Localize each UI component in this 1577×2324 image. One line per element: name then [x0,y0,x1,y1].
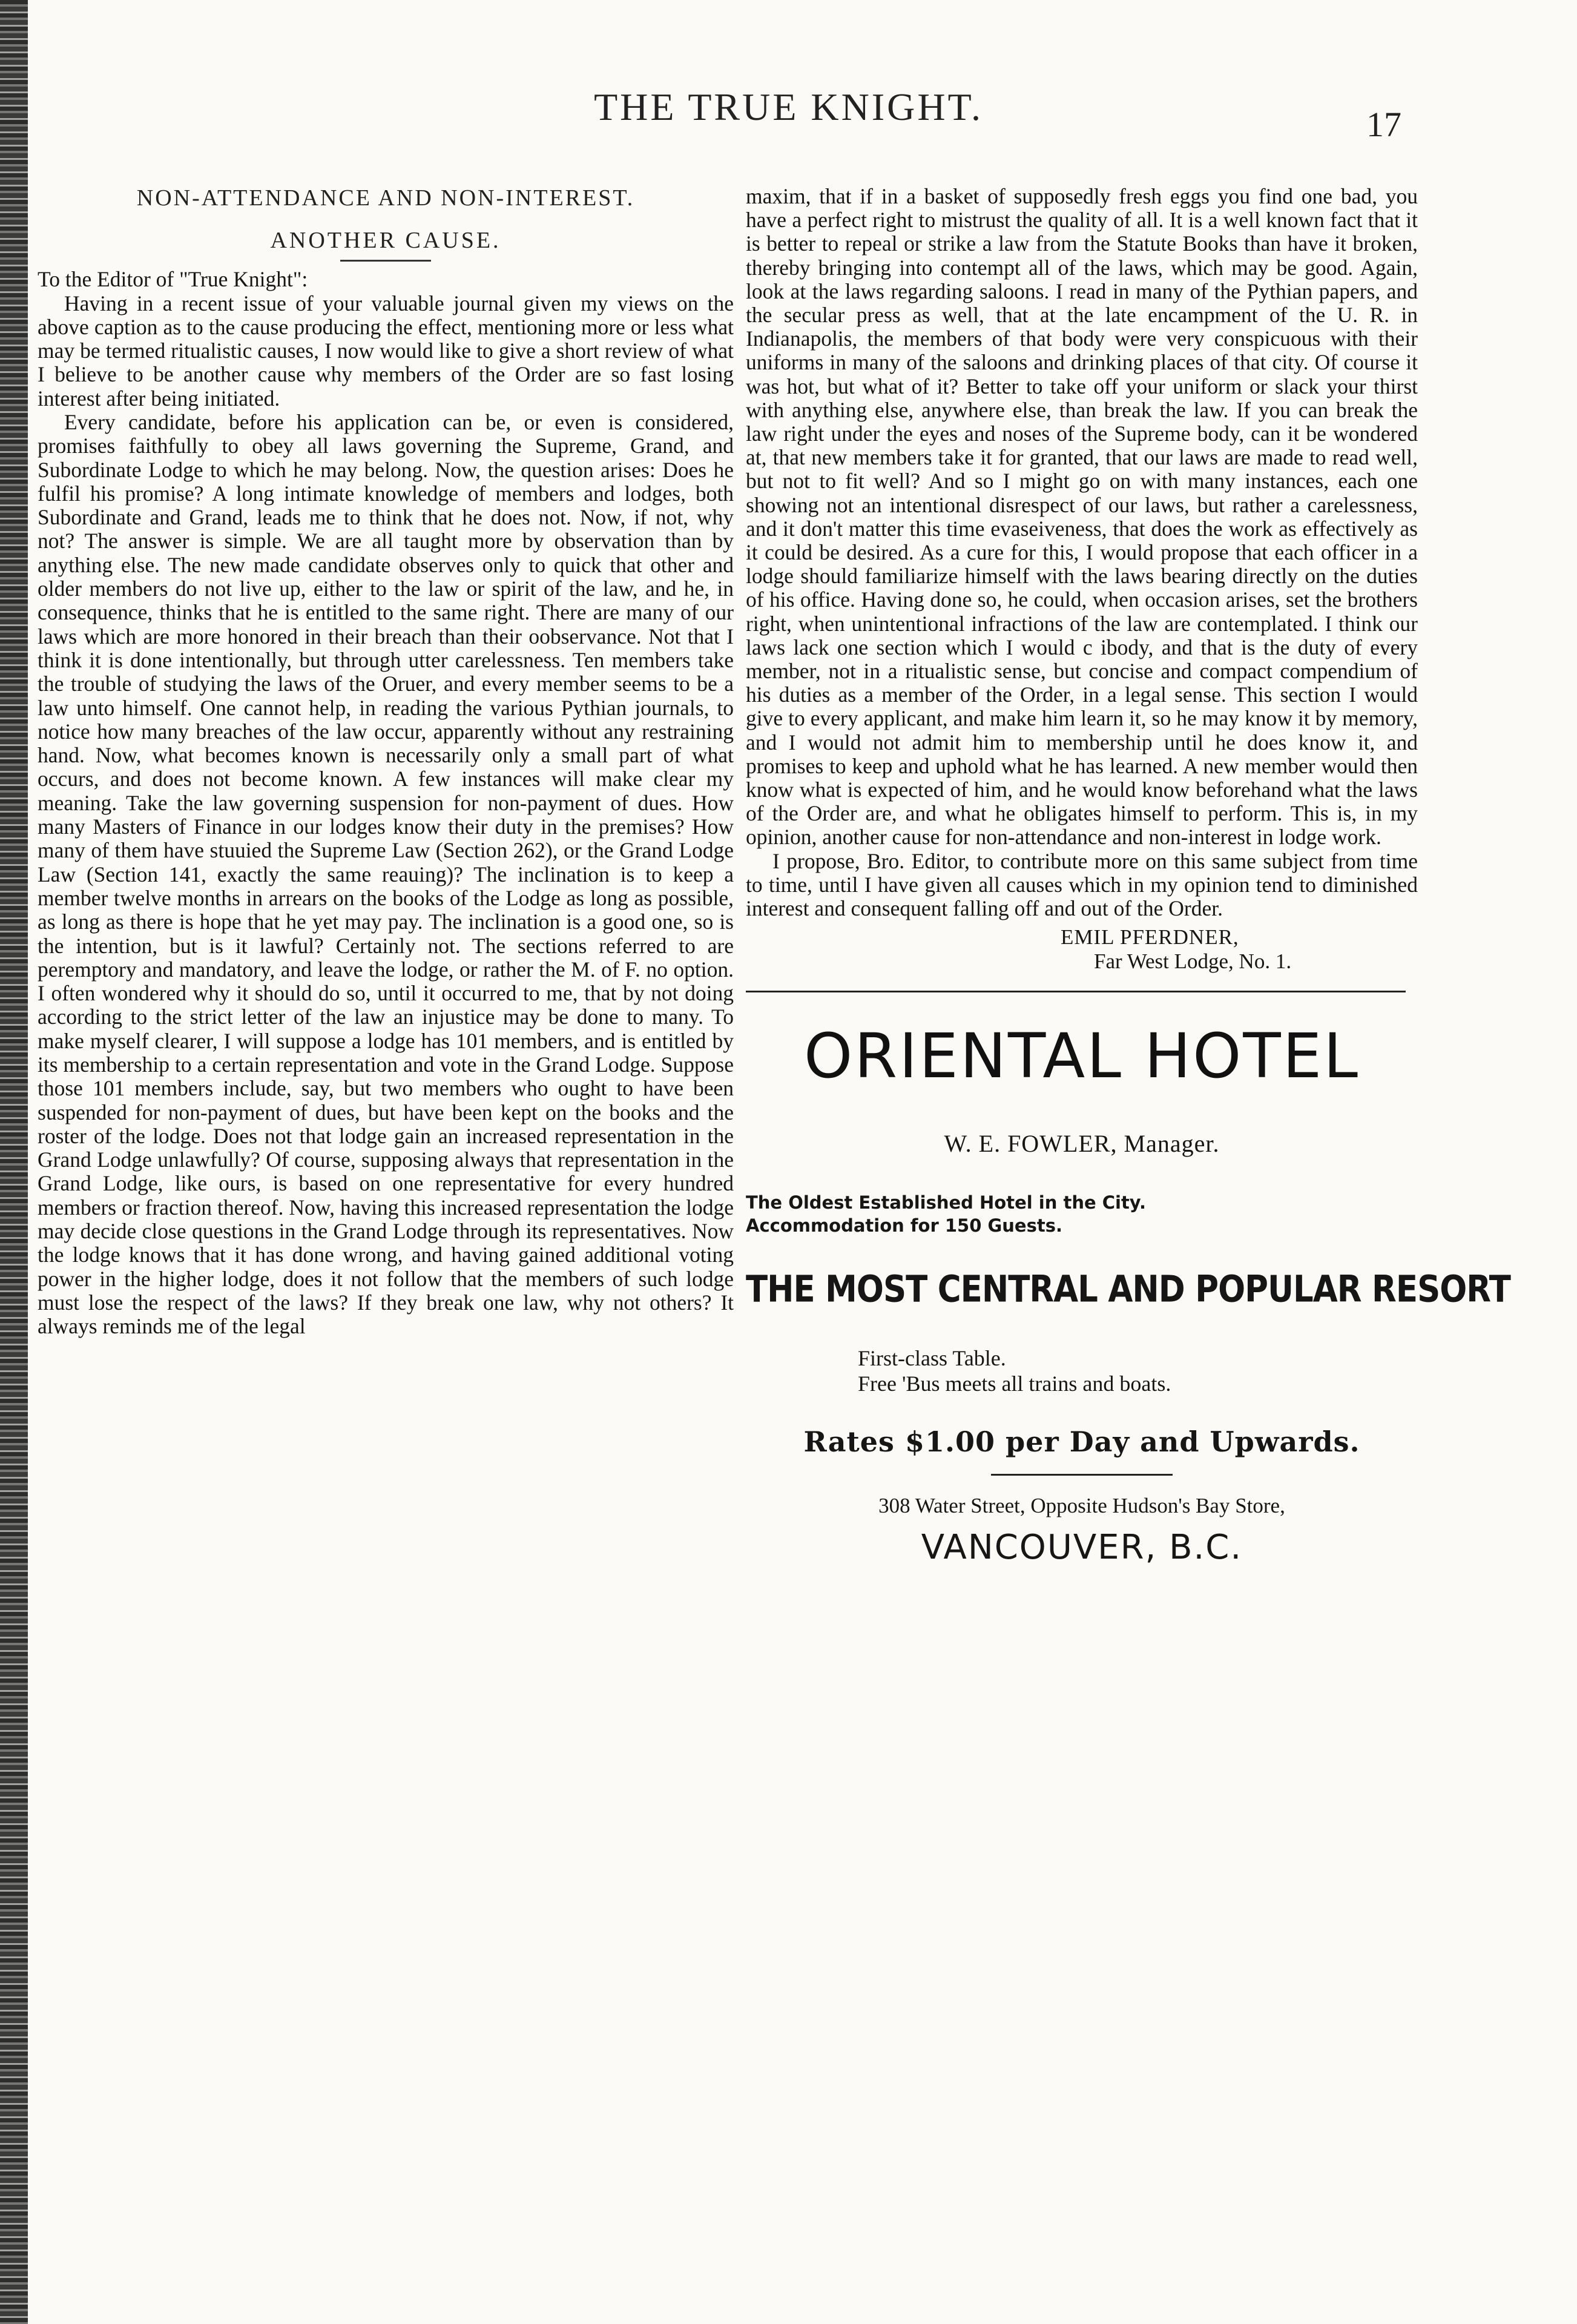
hotel-description [746,1191,1418,1237]
subtitle-rule [340,260,431,262]
ad-rule [991,1474,1173,1476]
hotel-resort-slogan: THE MOST CENTRAL AND POPULAR RESORT [746,1268,1510,1311]
scanned-binding-edge [0,0,28,2324]
page-number: 17 [1366,105,1401,144]
article-body-right [746,185,1418,920]
hotel-line-oldest: The Oldest Established Hotel in the City. [746,1192,1147,1213]
hotel-city: VANCOUVER, B.C. [921,1528,1243,1568]
signature-name: EMIL PFERDNER, [1061,925,1239,949]
paragraph: Having in a recent issue of your valuable journal given my views on the above caption as to the cause producing the effect, mentioning more or less what may be termed ritualistic causes, I now would like to give a short review of what I believe to be another cause why members of the Order are so fast losing interest after being initiated. [38,291,734,411]
article-body-left [38,292,734,1339]
signature [746,925,1418,974]
hotel-name: ORIENTAL HOTEL [804,1020,1360,1093]
hotel-manager: W. E. FOWLER, Manager. [944,1130,1220,1158]
salutation: To the Editor of "True Knight": [38,267,308,291]
section-divider [746,991,1406,992]
amenity-bus: Free 'Bus meets all trains and boats. [858,1372,1171,1396]
hotel-advertisement [746,1020,1510,1568]
article-title: NON-ATTENDANCE AND NON-INTEREST. [136,185,635,211]
amenity-table: First-class Table. [858,1346,1006,1371]
hotel-address: 308 Water Street, Opposite Hudson's Bay Store, [878,1494,1285,1518]
article-subtitle: ANOTHER CAUSE. [270,228,501,253]
paragraph: maxim, that if in a basket of supposedly fresh eggs you find one bad, you have a perfect right to mistrust the quality of all. It is a well known fact that it is better to repeal or strike a law from the Statute Books than have it broken, thereby bringing into contempt all of the laws, which may be good. Again, look at the laws regarding saloons. I read in many of the Pythian papers, and the secular press as well, that at the late encampment of the U. R. in Indianapolis, the members of that body were very conspicuous with their uniforms in many of the saloons and drinking places of that city. Of course it was hot, but what of it? Better to take off your uniform or slack your thirst with anything else, anywhere else, than break the law. If you can break the law right under the eyes and noses of the Supreme body, can it be wondered at, that new members take it for granted, that our laws are made to read well, but not to fit well? And so I might go on with many instances, each one showing not an intentional disrespect of our laws, but rather a carelessness, and it don't matter this time evaseiveness, that does the work as effectively as it could be desired. As a cure for this, I would propose that each officer in a lodge should familiarize himself with the laws bearing directly on the duties of his office. Having done so, he could, when occasion arises, set the brothers right, when unintentional infractions of the law are contemplated. I think our laws lack one section which I would c ibody, and that is the duty of every member, not in a ritualistic sense, but concise and compact compendium of his duties as a member of the Order, in a legal sense. This section I would give to every applicant, and make him learn it, so he may know it by memory, and I would not admit him to membership until he does know it, and promises to keep and uphold what he has learned. A new member would then know what is expected of him, and he would know beforehand what the laws of the Order are, and what he obligates himself to perform. This is, in my opinion, another cause for non-attendance and non-interest in lodge work. [746,184,1418,850]
hotel-rates: Rates $1.00 per Day and Upwards. [803,1425,1360,1459]
hotel-amenities [746,1345,1418,1396]
paragraph: I propose, Bro. Editor, to contribute more on this same subject from time to time, until I have given all causes which in my opinion tend to diminished interest and consequent falling off and out of the Order. [746,848,1418,921]
right-column [734,184,1510,1568]
signature-lodge: Far West Lodge, No. 1. [1094,949,1292,974]
running-head: THE TRUE KNIGHT. [594,85,983,128]
hotel-line-accommodation: Accommodation for 150 Guests. [746,1215,1062,1236]
left-column [38,185,734,1339]
paragraph: Every candidate, before his application can be, or even is considered, promises faithfully to obey all laws governing the Supreme, Grand, and Subordinate Lodge to which he may belong. Now, the question arises: Does he fulfil his promise? A long intimate knowledge of members and lodges, both Subordinate and Grand, leads me to think that he does not. Now, if not, why not? The answer is simple. We are all taught more by observation than by anything else. The new made candidate observes only to quick that other and older members do not live up, either to the law or spirit of the law, and he, in consequence, thinks that he is entitled to the same right. There are many of our laws which are more honored in their breach than their oobservance. Not that I think it is done intentionally, but through utter carelessness. Ten members take the trouble of studying the laws of the Oruer, and every member seems to be a law unto himself. One cannot help, in reading the various Pythian journals, to notice how many breaches of the law occur, apparently without any restraining hand. Now, what becomes known is necessarily only a small part of what occurs, and does not become known. A few instances will make clear my meaning. Take the law governing suspension for non-payment of dues. How many Masters of Finance in our lodges know their duty in the premises? How many of them have stuuied the Supreme Law (Section 262), or the Grand Lodge Law (Section 141, exactly the same reauing)? The inclination is to keep a member twelve months in arrears on the books of the Lodge as long as possible, as long as there is hope that he yet may pay. The inclination is a good one, so is the intention, but is it lawful? Certainly not. The sections referred to are peremptory and mandatory, and leave the lodge, or rather the M. of F. no option. I often wondered why it should do so, until it occurred to me, that by not doing according to the strict letter of the law an injustice may be done to many. To make myself clearer, I will suppose a lodge has 101 members, and is entitled by its membership to a certain representation and vote in the Grand Lodge. Suppose those 101 members include, say, but two members who ought to have been suspended for non-payment of dues, but have been kept on the books and the roster of the lodge. Does not that lodge gain an increased representation in the Grand Lodge unlawfully? Of course, supposing always that representation in the Grand Lodge, like ours, is based on one representative for every hundred members or fraction thereof. Now, having this increased representation the lodge may decide close questions in the Grand Lodge through its representatives. Now the lodge knows that it has done wrong, and having gained additional voting power in the higher lodge, does it not follow that the members of such lodge must lose the respect of the laws? If they break one law, why not others? It always reminds me of the legal [38,409,734,1339]
